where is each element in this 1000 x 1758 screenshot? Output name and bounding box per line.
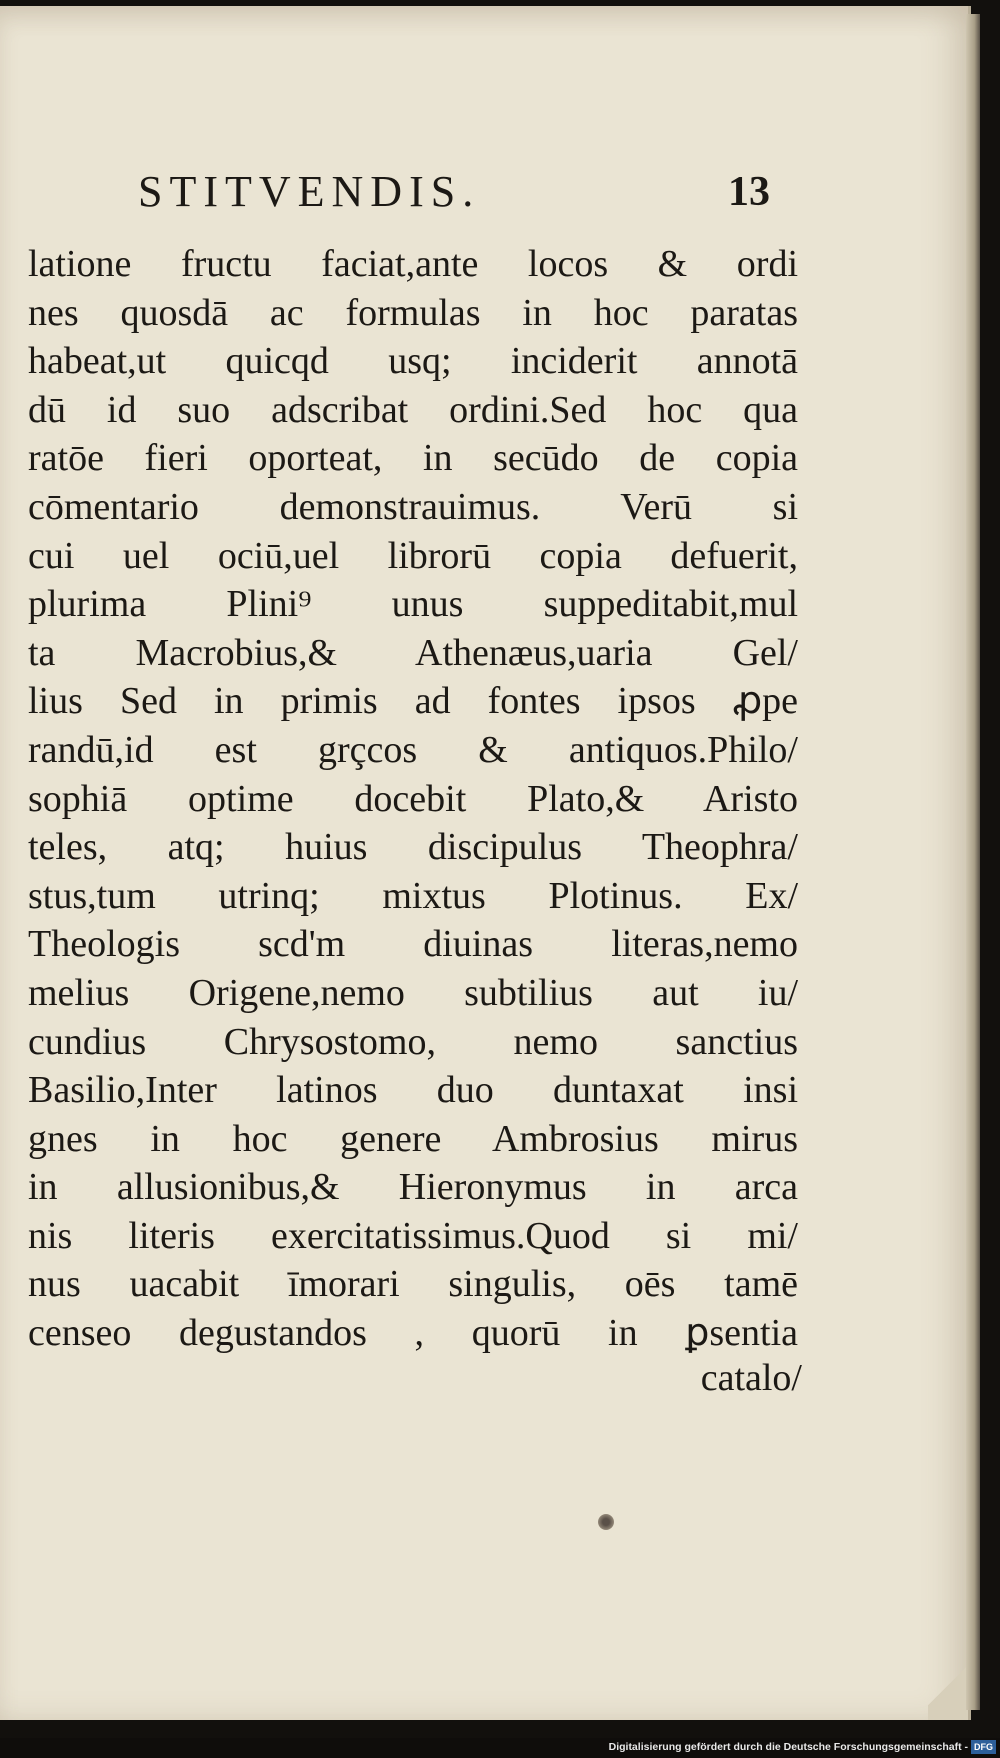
text-line: nus uacabit īmorari singulis, oēs tamē	[28, 1263, 798, 1306]
dfg-logo-icon: DFG	[971, 1740, 996, 1754]
catchword: catalo/	[700, 1357, 802, 1399]
text-line: Theologis scd'm diuinas literas,nemo	[28, 923, 798, 966]
text-line: teles, atq; huius discipulus Theophra/	[28, 826, 798, 869]
digitization-footer	[0, 1738, 1000, 1758]
text-line: cui uel ociū,uel librorū copia defuerit,	[28, 534, 798, 577]
text-line: lius Sed in primis ad fontes ipsos ꝓpe	[28, 680, 798, 723]
text-line: ratōe fieri oporteat, in secūdo de copia	[28, 437, 798, 480]
text-line: habeat,ut quicqd usq; inciderit annotā	[28, 340, 798, 383]
text-line: in allusionibus,& Hieronymus in arca	[28, 1166, 798, 1209]
text-line: plurima Plini⁹ unus suppeditabit,mul	[28, 583, 798, 626]
text-line: nis literis exercitatissimus.Quod si mi/	[28, 1214, 798, 1257]
text-line: cōmentario demonstrauimus. Verū si	[28, 485, 798, 528]
text-line: dū id suo adscribat ordini.Sed hoc qua	[28, 388, 798, 431]
running-head	[0, 166, 968, 226]
catchword-row	[0, 1356, 968, 1406]
text-line: randū,id est grçcos & antiquos.Philo/	[28, 728, 798, 771]
text-line: cundius Chrysostomo, nemo sanctius	[28, 1020, 798, 1063]
body-text	[28, 240, 798, 1358]
text-line: censeo degustandos , quorū in ꝑsentia	[28, 1312, 798, 1355]
text-line: ta Macrobius,& Athenæus,uaria Gel/	[28, 631, 798, 674]
page-number: 13	[728, 169, 770, 215]
paper-hole-mark	[598, 1514, 614, 1530]
text-line: sophiā optime docebit Plato,& Aristo	[28, 777, 798, 820]
text-line: gnes in hoc genere Ambrosius mirus	[28, 1117, 798, 1160]
text-line: latione fructu faciat,ante locos & ordi	[28, 243, 798, 285]
text-line: stus,tum utrinq; mixtus Plotinus. Ex/	[28, 874, 798, 917]
text-line: Basilio,Inter latinos duo duntaxat insi	[28, 1069, 798, 1112]
book-page	[0, 6, 971, 1720]
page-corner	[928, 1650, 968, 1720]
page-edge-shadow	[966, 14, 980, 1710]
funding-credit: Digitalisierung gefördert durch die Deutsche Forschungsgemeinschaft -	[608, 1741, 968, 1753]
running-head-title: STITVENDIS.	[138, 167, 481, 216]
text-line: nes quosdā ac formulas in hoc paratas	[28, 291, 798, 334]
text-line: melius Origene,nemo subtilius aut iu/	[28, 971, 798, 1014]
